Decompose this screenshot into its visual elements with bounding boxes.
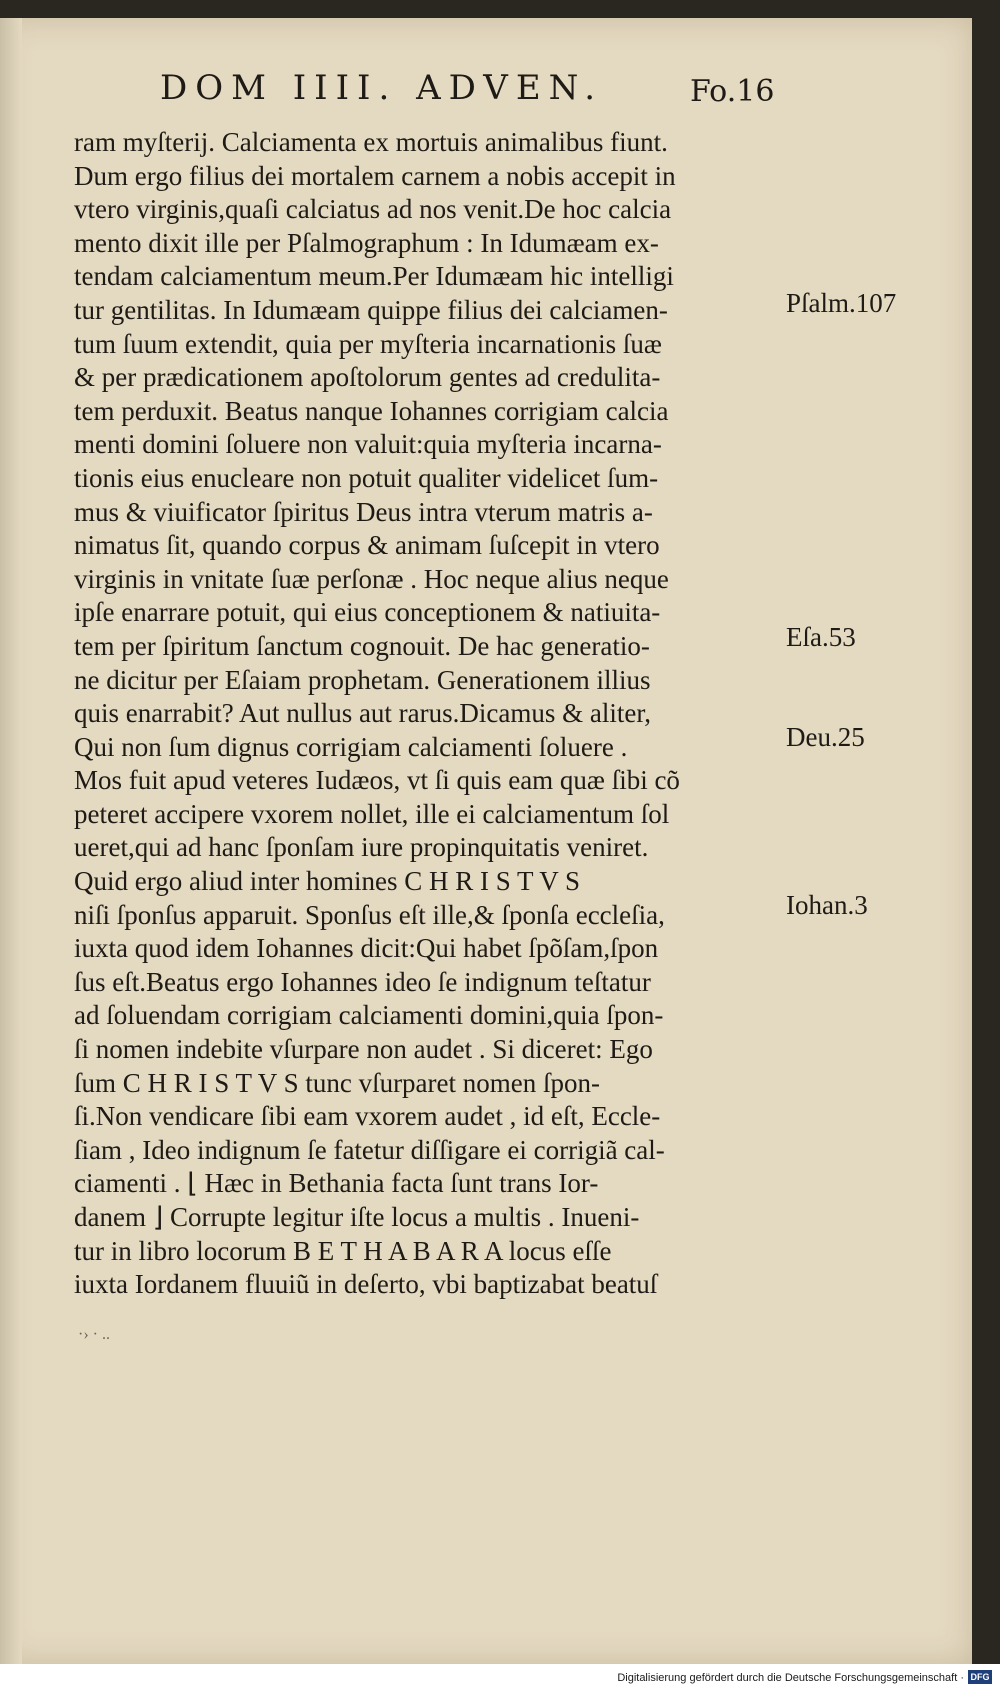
text-line: ſiam , Ideo indignum ſe fatetur diſſigare ei corrigiã cal- xyxy=(74,1134,665,1165)
text-line: peteret accipere vxorem nollet, ille ei calciamentum ſol xyxy=(74,798,670,829)
funding-credit: Digitalisierung gefördert durch die Deutsche Forschungsgemeinschaft · xyxy=(617,1672,964,1684)
text-line: ſi nomen indebite vſurpare non audet . Si diceret: Ego xyxy=(74,1034,653,1065)
running-head: DOM IIII. ADVEN. xyxy=(160,68,604,108)
text-line: mus & viuificator ſpiritus Deus intra vterum matris a- xyxy=(74,496,653,527)
text-line: iuxta Iordanem fluuiũ in deſerto, vbi baptizabat beatuſ xyxy=(74,1269,658,1300)
dfg-logo: DFG xyxy=(968,1670,992,1684)
main-text-block xyxy=(74,126,780,1302)
text-line: Dum ergo filius dei mortalem carnem a nobis accepit in xyxy=(74,160,676,191)
text-line: Quid ergo aliud inter homines C H R I S T V S xyxy=(74,866,581,897)
text-line: Mos fuit apud veteres Iudæos, vt ſi quis eam quæ ſibi cõ xyxy=(74,765,680,796)
book-page xyxy=(0,18,972,1664)
text-line: tum ſuum extendit, quia per myſteria incarnationis ſuæ xyxy=(74,328,662,359)
ink-smudge: ·› · .. xyxy=(78,1326,110,1343)
text-line: tur gentilitas. In Idumæam quippe filius dei calciamen- xyxy=(74,294,668,325)
text-line: ſi.Non vendicare ſibi eam vxorem audet , id eſt, Eccle- xyxy=(74,1101,661,1132)
text-line: ueret,qui ad hanc ſponſam iure propinquitatis veniret. xyxy=(74,832,649,863)
text-line: tendam calciamentum meum.Per Idumæam hic intelligi xyxy=(74,261,674,292)
text-line: Qui non ſum dignus corrigiam calciamenti ſoluere . xyxy=(74,731,628,762)
text-line: mento dixit ille per Pſalmographum : In Idumæam ex- xyxy=(74,227,659,258)
text-line: niſi ſponſus apparuit. Sponſus eſt ille,& ſponſa eccleſia, xyxy=(74,899,665,930)
marginal-note: Eſa.53 xyxy=(786,622,856,652)
text-line: tionis eius enucleare non potuit qualiter videlicet ſum- xyxy=(74,462,659,493)
text-line: iuxta quod idem Iohannes dicit:Qui habet ſpõſam,ſpon xyxy=(74,933,659,964)
footer-bar xyxy=(0,1664,1000,1693)
marginal-note: Iohan.3 xyxy=(786,890,868,920)
text-line: virginis in vnitate ſuæ perſonæ . Hoc neque alius neque xyxy=(74,563,669,594)
folio-number: Fo.16 xyxy=(690,74,775,109)
text-line: tur in libro locorum B E T H A B A R A locus eſſe xyxy=(74,1235,612,1266)
page-gutter xyxy=(0,18,22,1664)
text-line: vtero virginis,quaſi calciatus ad nos venit.De hoc calcia xyxy=(74,194,672,225)
marginal-note: Deu.25 xyxy=(786,722,865,752)
marginal-note: Pſalm.107 xyxy=(786,288,897,318)
text-line: menti domini ſoluere non valuit:quia myſteria incarna- xyxy=(74,429,662,460)
text-line: ſus eſt.Beatus ergo Iohannes ideo ſe indignum teſtatur xyxy=(74,966,651,997)
text-line: ſum C H R I S T V S tunc vſurparet nomen ſpon- xyxy=(74,1067,600,1098)
text-line: ad ſoluendam corrigiam calciamenti domini,quia ſpon- xyxy=(74,1000,664,1031)
text-line: tem perduxit. Beatus nanque Iohannes corrigiam calcia xyxy=(74,395,669,426)
text-line: tem per ſpiritum ſanctum cognouit. De hac generatio- xyxy=(74,630,650,661)
text-line: ipſe enarrare potuit, qui eius conceptionem & natiuita- xyxy=(74,597,661,628)
text-line: quis enarrabit? Aut nullus aut rarus.Dicamus & aliter, xyxy=(74,698,652,729)
text-line: ne dicitur per Eſaiam prophetam. Generationem illius xyxy=(74,664,651,695)
text-line: nimatus ſit, quando corpus & animam ſuſcepit in vtero xyxy=(74,530,660,561)
text-line: ciamenti . ⌊ Hæc in Bethania facta ſunt trans Ior- xyxy=(74,1168,599,1199)
text-line: & per prædicationem apoſtolorum gentes ad credulita- xyxy=(74,362,661,393)
text-line: ram myſterij. Calciamenta ex mortuis animalibus fiunt. xyxy=(74,127,668,157)
text-line: danem ⌋ Corrupte legitur iſte locus a multis . Inueni- xyxy=(74,1202,640,1232)
